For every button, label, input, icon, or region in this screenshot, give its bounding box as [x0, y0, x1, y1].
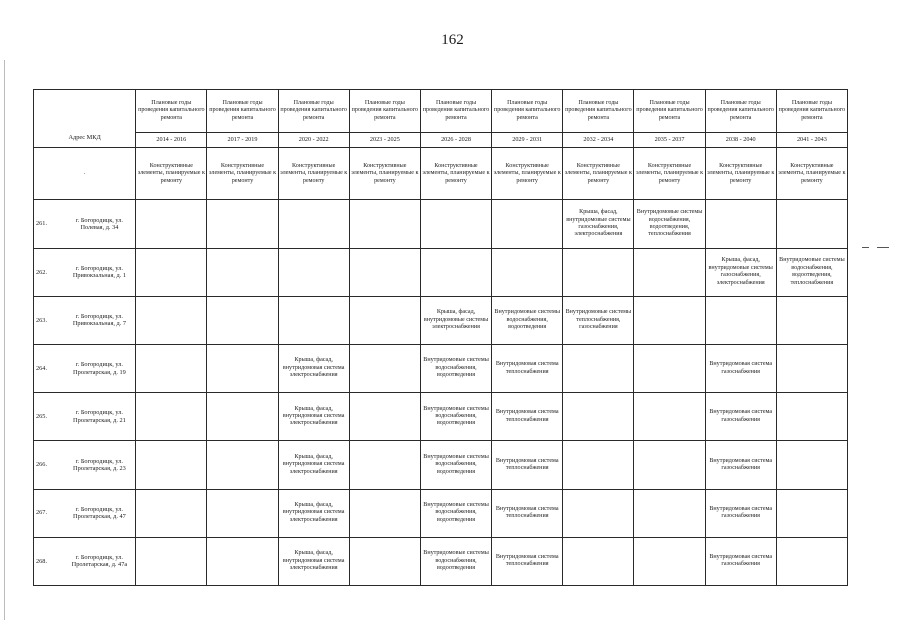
repair-cell: [136, 537, 207, 585]
table-row: [34, 344, 848, 392]
repair-cell: [563, 344, 634, 392]
row-number: 266.: [34, 441, 64, 489]
repair-cell: Внутридомовые системы водоснабжения, водоотведения: [420, 393, 491, 441]
period-elements-caption: Конструктивные элементы, планируемые к ремонту: [278, 148, 349, 200]
repair-cell: [207, 489, 278, 537]
repair-cell: Внутридомовая система газоснабжения: [705, 393, 776, 441]
table-row: [34, 537, 848, 585]
repair-cell: [207, 344, 278, 392]
repair-cell: [776, 344, 847, 392]
period-years: 2035 - 2037: [634, 133, 705, 148]
repair-cell: [634, 296, 705, 344]
repair-cell: [492, 248, 563, 296]
repair-cell: [136, 248, 207, 296]
row-number: 264.: [34, 344, 64, 392]
repair-cell: [278, 296, 349, 344]
repair-cell: Внутридомовые системы водоснабжения, водоотведения: [420, 344, 491, 392]
period-title: Плановые годы проведения капитального ремонта: [420, 90, 491, 133]
repair-cell: [136, 441, 207, 489]
repair-cell: Внутридомовые системы водоснабжения, водоотведения: [492, 296, 563, 344]
row-number: 261.: [34, 200, 64, 248]
period-elements-caption: Конструктивные элементы, планируемые к ремонту: [705, 148, 776, 200]
period-years: 2029 - 2031: [492, 133, 563, 148]
repair-cell: [349, 248, 420, 296]
repair-cell: [349, 393, 420, 441]
row-address: г. Богородицк, ул. Привокзальная, д. 1: [64, 248, 136, 296]
repair-cell: [776, 441, 847, 489]
repair-cell: [776, 296, 847, 344]
repair-cell: [136, 200, 207, 248]
repair-schedule-table: [33, 89, 848, 586]
repair-cell: [634, 248, 705, 296]
repair-cell: [563, 248, 634, 296]
period-title: Плановые годы проведения капитального ремонта: [207, 90, 278, 133]
repair-cell: Внутридомовая система теплоснабжения: [492, 393, 563, 441]
repair-cell: Крыша, фасад, внутридомовые системы газоснабжения, электроснабжения: [705, 248, 776, 296]
period-years: 2014 - 2016: [136, 133, 207, 148]
table-row: [34, 393, 848, 441]
period-title: Плановые годы проведения капитального ремонта: [492, 90, 563, 133]
repair-cell: [776, 200, 847, 248]
repair-cell: Внутридомовая система газоснабжения: [705, 489, 776, 537]
period-title: Плановые годы проведения капитального ремонта: [136, 90, 207, 133]
repair-cell: Внутридомовая система теплоснабжения: [492, 344, 563, 392]
repair-cell: Внутридомовые системы водоснабжения, водоотведения, теплоснабжения: [776, 248, 847, 296]
period-elements-caption: Конструктивные элементы, планируемые к ремонту: [136, 148, 207, 200]
period-years: 2038 - 2040: [705, 133, 776, 148]
repair-cell: Крыша, фасад, внутридомовая система электроснабжения: [278, 393, 349, 441]
repair-cell: [634, 344, 705, 392]
repair-cell: Крыша, фасад, внутридомовые системы газоснабжения, электроснабжения: [563, 200, 634, 248]
period-title: Плановые годы проведения капитального ремонта: [563, 90, 634, 133]
header-elements-row: [34, 148, 848, 200]
repair-cell: [207, 441, 278, 489]
repair-cell: Внутридомовые системы водоснабжения, водоотведения: [420, 537, 491, 585]
repair-cell: [634, 489, 705, 537]
header-title-row: [34, 90, 848, 133]
row-address: г. Богородицк, ул. Полевая, д. 34: [64, 200, 136, 248]
row-address: г. Богородицк, ул. Пролетарская, д. 47: [64, 489, 136, 537]
period-title: Плановые годы проведения капитального ремонта: [278, 90, 349, 133]
repair-cell: [136, 344, 207, 392]
period-years: 2041 - 2043: [776, 133, 847, 148]
repair-cell: [349, 441, 420, 489]
period-title: Плановые годы проведения капитального ремонта: [349, 90, 420, 133]
row-address: г. Богородицк, ул. Пролетарская, д. 47а: [64, 537, 136, 585]
table-row: [34, 248, 848, 296]
repair-cell: Внутридомовая система газоснабжения: [705, 537, 776, 585]
repair-cell: [349, 200, 420, 248]
page-edge-marks: [4, 60, 5, 620]
repair-cell: Внутридомовые системы теплоснабжения, газоснабжения: [563, 296, 634, 344]
repair-cell: Крыша, фасад, внутридомовая система электроснабжения: [278, 537, 349, 585]
repair-cell: Внутридомовая система теплоснабжения: [492, 489, 563, 537]
repair-cell: [492, 200, 563, 248]
period-elements-caption: Конструктивные элементы, планируемые к ремонту: [420, 148, 491, 200]
scan-mark: [862, 247, 869, 248]
period-years: 2023 - 2025: [349, 133, 420, 148]
period-years: 2026 - 2028: [420, 133, 491, 148]
repair-cell: [349, 489, 420, 537]
period-elements-caption: Конструктивные элементы, планируемые к ремонту: [776, 148, 847, 200]
period-years: 2032 - 2034: [563, 133, 634, 148]
repair-cell: [136, 489, 207, 537]
period-years: 2017 - 2019: [207, 133, 278, 148]
repair-cell: [349, 344, 420, 392]
row-number: 267.: [34, 489, 64, 537]
repair-cell: [136, 393, 207, 441]
table-row: [34, 489, 848, 537]
repair-cell: [349, 537, 420, 585]
repair-cell: Внутридомовая система теплоснабжения: [492, 441, 563, 489]
repair-cell: Внутридомовые системы водоснабжения, водоотведения: [420, 489, 491, 537]
repair-cell: Крыша, фасад, внутридомовые системы электроснабжения: [420, 296, 491, 344]
page-number: 162: [441, 32, 464, 48]
period-elements-caption: Конструктивные элементы, планируемые к ремонту: [349, 148, 420, 200]
repair-cell: [349, 296, 420, 344]
repair-cell: [776, 537, 847, 585]
row-address: г. Богородицк, ул. Привокзальная, д. 7: [64, 296, 136, 344]
repair-cell: [705, 200, 776, 248]
repair-cell: [563, 489, 634, 537]
repair-cell: [563, 441, 634, 489]
repair-cell: [278, 200, 349, 248]
row-number: 263.: [34, 296, 64, 344]
repair-cell: [563, 537, 634, 585]
repair-cell: [634, 537, 705, 585]
repair-cell: [207, 200, 278, 248]
repair-cell: Внутридомовые системы водоснабжения, водоотведения, теплоснабжения: [634, 200, 705, 248]
repair-cell: [776, 393, 847, 441]
table-row: [34, 296, 848, 344]
row-address: г. Богородицк, ул. Пролетарская, д. 21: [64, 393, 136, 441]
repair-cell: [563, 393, 634, 441]
repair-cell: Крыша, фасад, внутридомовая система электроснабжения: [278, 489, 349, 537]
repair-cell: [420, 248, 491, 296]
repair-cell: [705, 296, 776, 344]
address-header: Адрес МКД: [34, 90, 136, 148]
repair-cell: Внутридомовые системы водоснабжения, водоотведения: [420, 441, 491, 489]
repair-cell: [207, 537, 278, 585]
repair-cell: [207, 296, 278, 344]
scan-mark: [877, 247, 889, 248]
row-number: 265.: [34, 393, 64, 441]
repair-cell: Внутридомовая система теплоснабжения: [492, 537, 563, 585]
period-title: Плановые годы проведения капитального ремонта: [705, 90, 776, 133]
period-years: 2020 - 2022: [278, 133, 349, 148]
repair-cell: [207, 393, 278, 441]
period-elements-caption: Конструктивные элементы, планируемые к ремонту: [207, 148, 278, 200]
repair-cell: Внутридомовая система газоснабжения: [705, 441, 776, 489]
repair-cell: [420, 200, 491, 248]
row-address: г. Богородицк, ул. Пролетарская, д. 23: [64, 441, 136, 489]
period-title: Плановые годы проведения капитального ремонта: [634, 90, 705, 133]
address-subheader-mark: .: [34, 148, 136, 200]
repair-cell: [278, 248, 349, 296]
repair-cell: [776, 489, 847, 537]
repair-cell: [634, 393, 705, 441]
repair-cell: Внутридомовая система газоснабжения: [705, 344, 776, 392]
period-title: Плановые годы проведения капитального ремонта: [776, 90, 847, 133]
header-years-row: [34, 133, 848, 148]
repair-cell: Крыша, фасад, внутридомовая система электроснабжения: [278, 441, 349, 489]
row-number: 268.: [34, 537, 64, 585]
repair-cell: [207, 248, 278, 296]
repair-cell: Крыша, фасад, внутридомовая система электроснабжения: [278, 344, 349, 392]
table-row: [34, 200, 848, 248]
period-elements-caption: Конструктивные элементы, планируемые к ремонту: [563, 148, 634, 200]
table-row: [34, 441, 848, 489]
repair-cell: [136, 296, 207, 344]
row-number: 262.: [34, 248, 64, 296]
period-elements-caption: Конструктивные элементы, планируемые к ремонту: [634, 148, 705, 200]
repair-cell: [634, 441, 705, 489]
period-elements-caption: Конструктивные элементы, планируемые к ремонту: [492, 148, 563, 200]
row-address: г. Богородицк, ул. Пролетарская, д. 19: [64, 344, 136, 392]
